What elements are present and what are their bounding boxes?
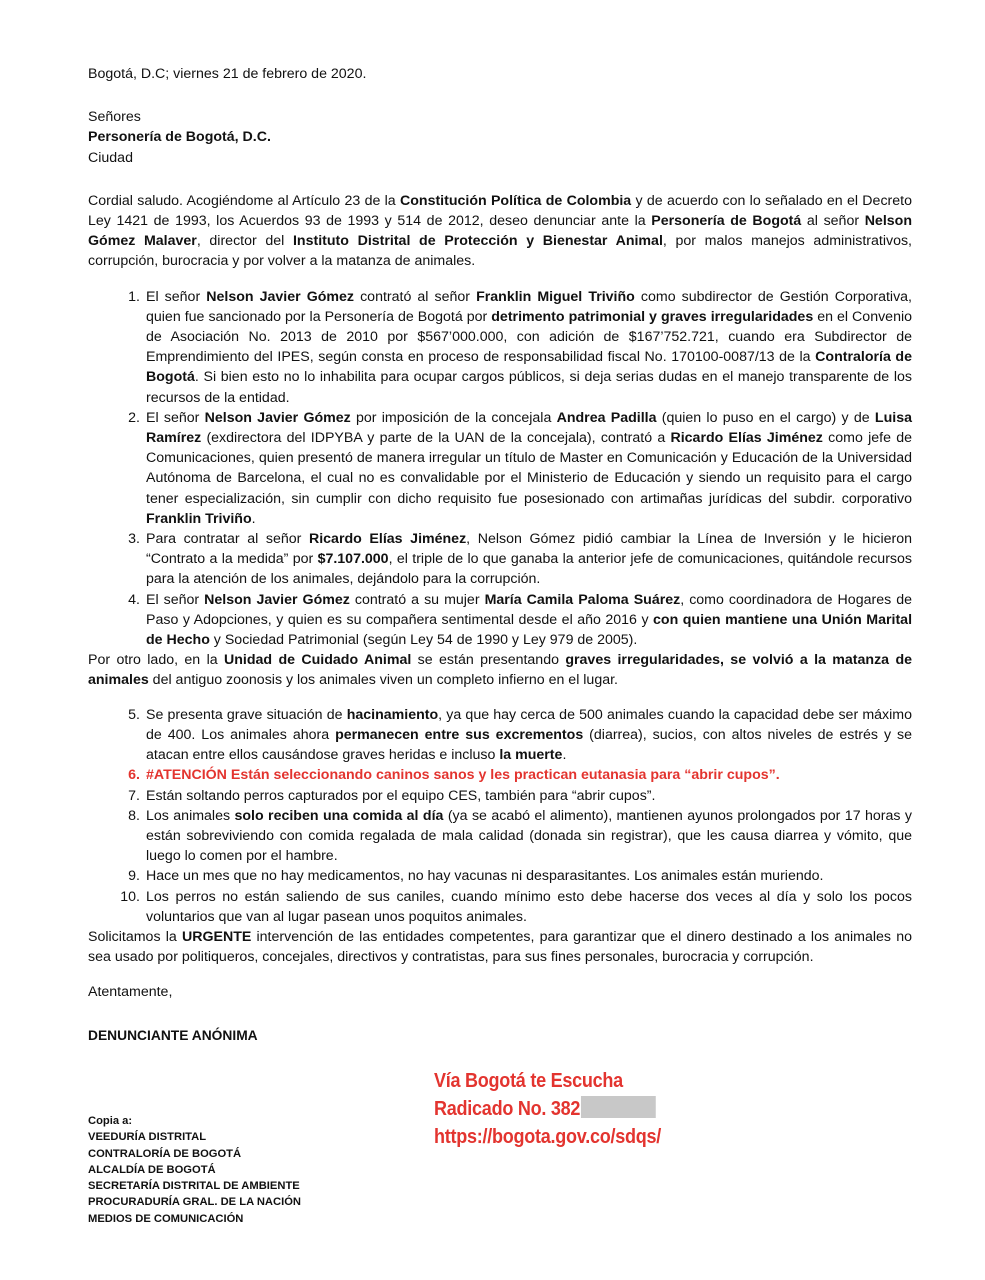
list-item: 4. El señor Nelson Javier Gómez contrató a su mujer María Camila Paloma Suárez, como coordinadora de Hogares de Paso y Adopciones, y quien es su compañera sentimental desde el año 2016 y con quien mantiene una Unión Marital de Hecho y Sociedad Patrimonial (según Ley 54 de 1990 y Ley 979 de 2005). bbox=[128, 591, 913, 649]
recipient-name: Personería de Bogotá, D.C. bbox=[88, 129, 271, 146]
filing-stamp bbox=[434, 1067, 661, 1152]
list-item: 10. Los perros no están saliendo de sus caniles, cuando mínimo esto debe hacerse dos veces al día y solo los pocos voluntarios que van al lugar pasean unos poquitos animales. bbox=[120, 888, 912, 925]
list-item: 8. Los animales solo reciben una comida al día (ya se acabó el alimento), mantienen ayunos prolongados por 17 horas y están sobreviviendo con comida regalada de mala calidad (donada sin registrar), que les causa diarrea y vómito, que luego lo comen por el hambre. bbox=[128, 807, 912, 865]
copy-line: SECRETARÍA DISTRITAL DE AMBIENTE bbox=[88, 1180, 300, 1193]
copy-list bbox=[88, 1113, 301, 1227]
conditions-list bbox=[88, 705, 912, 927]
second-paragraph: Por otro lado, en la Unidad de Cuidado Animal se están presentando graves irregularidades, se volvió a la matanza de animales del antiguo zoonosis y los animales viven un completo infierno en el lugar. bbox=[88, 652, 913, 689]
list-item: 5. Se presenta grave situación de hacinamiento, ya que hay cerca de 500 animales cuando la capacidad debe ser máximo de 400. Los animales ahora permanecen entre sus excrementos (diarrea), sucios, con altos niveles de estrés y se atacan entre ellos causándose graves heridas e incluso la muerte. bbox=[128, 706, 912, 764]
complaint-list bbox=[88, 287, 912, 651]
stamp-url: https://bogota.gov.co/sdqs/ bbox=[434, 1125, 662, 1149]
stamp-radicado bbox=[434, 1095, 661, 1123]
sign-off: Atentamente, bbox=[88, 984, 173, 1001]
stamp-radicado-label: Radicado No. 382 bbox=[434, 1097, 581, 1121]
recipient-city: Ciudad bbox=[88, 149, 133, 166]
signature: DENUNCIANTE ANÓNIMA bbox=[88, 1027, 258, 1043]
list-item: 7. Están soltando perros capturados por el equipo CES, también para “abrir cupos”. bbox=[128, 787, 656, 804]
intro-paragraph: Cordial saludo. Acogiéndome al Artículo 23 de la Constitución Política de Colombia y de acuerdo con lo señalado en el Decreto Ley 1421 de 1993, los Acuerdos 93 de 1993 y 514 de 2012, deseo denunciar ante la Personería de Bogotá al señor Nelson Gómez Malaver, director del Instituto Distrital de Protección y Bienestar Animal, por malos manejos administrativos, corrupción, burocracia y por volver a la matanza de animales. bbox=[88, 192, 912, 270]
copy-heading: Copia a: bbox=[88, 1115, 133, 1127]
letter-date: Bogotá, D.C; viernes 21 de febrero de 2020. bbox=[88, 66, 367, 82]
copy-line: PROCURADURÍA GRAL. DE LA NACIÓN bbox=[88, 1196, 301, 1209]
closing-paragraph: Solicitamos la URGENTE intervención de las entidades competentes, para garantizar que el dinero destinado a los animales no sea usado por politiqueros, concejales, directivos y contratistas, para sus fines personales, burocracia y corrupción. bbox=[88, 928, 912, 966]
recipient-block bbox=[88, 107, 912, 168]
recipient-salutation: Señores bbox=[88, 109, 141, 126]
redaction-box bbox=[581, 1096, 656, 1118]
list-item: 1. El señor Nelson Javier Gómez contrató al señor Franklin Miguel Triviño como subdirector de Gestión Corporativa, quien fue sancionado por la Personería de Bogotá por detrimento patrimonial y graves irregularidades en el Convenio de Asociación No. 2013 de 2010 por $567’000.000, con adición de $167’752.721, cuando era Subdirector de Emprendimiento del IPES, según consta en proceso de responsabilidad fiscal No. 170100-0087/13 de la Contraloría de Bogotá. Si bien esto no lo inhabilita para ocupar cargos públicos, si deja serias dudas en el manejo transparente de los recursos de la entidad. bbox=[128, 288, 913, 406]
list-item: 2. El señor Nelson Javier Gómez por imposición de la concejala Andrea Padilla (quien lo puso en el cargo) y de Luisa Ramírez (exdirectora del IDPYBA y parte de la UAN de la concejala), contrató a Ricardo Elías Jiménez como jefe de Comunicaciones, quien presentó de manera irregular un título de Master en Comunicación y Educación de la Universidad Autónoma de Barcelona, el cual no es convalidable por el Ministerio de Educación y siendo un requisito para el cargo tener especialización, sin cumplir con dicho requisito fue posesionado con artimañas jurídicas del subdir. corporativo Franklin Triviño. bbox=[128, 409, 912, 527]
copy-line: VEEDURÍA DISTRITAL bbox=[88, 1131, 207, 1144]
list-item-alert: 6. #ATENCIÓN Están seleccionando caninos sanos y les practican eutanasia para “abrir cupos”. bbox=[128, 767, 780, 784]
copy-line: ALCALDÍA DE BOGOTÁ bbox=[88, 1163, 216, 1176]
list-item: 9. Hace un mes que no hay medicamentos, no hay vacunas ni desparasitantes. Los animales están muriendo. bbox=[128, 868, 824, 885]
list-item: 3. Para contratar al señor Ricardo Elías Jiménez, Nelson Gómez pidió cambiar la Línea de Inversión y le hicieron “Contrato a la medida” por $7.107.000, el triple de lo que ganaba la anterior jefe de comunicaciones, quitándole recursos para la atención de los animales, dejándolo para la corrupción. bbox=[128, 531, 912, 588]
copy-line: CONTRALORÍA DE BOGOTÁ bbox=[88, 1147, 242, 1160]
stamp-title: Vía Bogotá te Escucha bbox=[434, 1069, 623, 1092]
letter-body bbox=[88, 64, 912, 1046]
copy-line: MEDIOS DE COMUNICACIÓN bbox=[88, 1212, 244, 1225]
